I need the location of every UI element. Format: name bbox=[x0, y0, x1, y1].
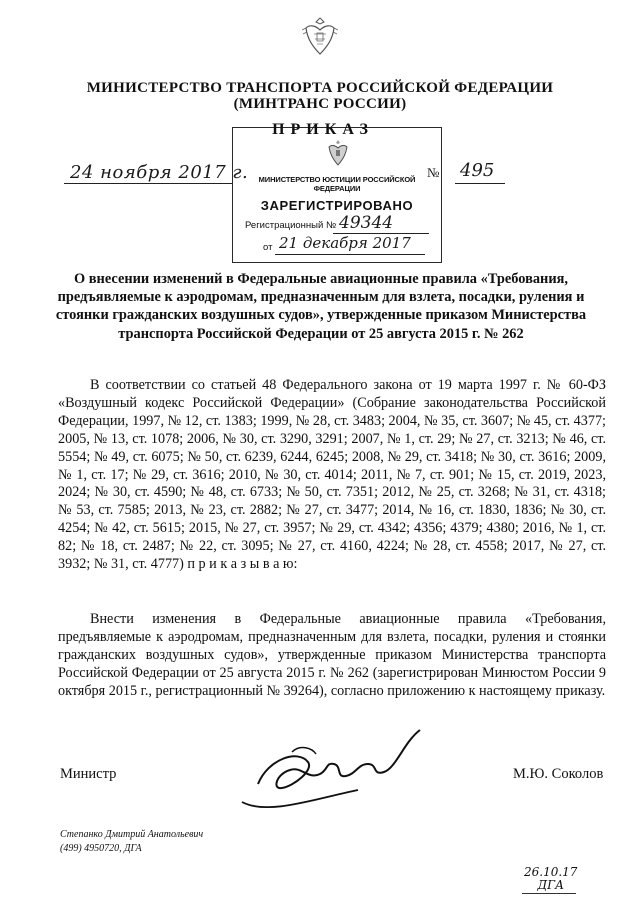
order-number-underline bbox=[455, 183, 505, 184]
stamp-regno-value: 49344 bbox=[339, 213, 394, 233]
stamp-ministry: МИНИСТЕРСТВО ЮСТИЦИИ РОССИЙСКОЙ ФЕДЕРАЦИИ bbox=[258, 175, 416, 193]
executor-contact: (499) 4950720, ДГА bbox=[60, 843, 142, 854]
order-heading: ПРИКАЗ bbox=[272, 121, 374, 138]
order-date: 24 ноября 2017 г. bbox=[70, 162, 249, 183]
signatory-title: Министр bbox=[60, 766, 117, 782]
order-number: 495 bbox=[460, 160, 495, 181]
signatory-name: М.Ю. Соколов bbox=[513, 766, 604, 782]
stamp-regno-label: Регистрационный № bbox=[245, 220, 337, 231]
stamp-emblem-icon bbox=[325, 138, 351, 168]
corner-handwritten-mark bbox=[524, 866, 577, 892]
order-date-underline bbox=[64, 183, 232, 184]
body-paragraph-2: Внести изменения в Федеральные авиационные правила «Требования, предъявляемые к аэродромам, предназначенным для взлета, посадки, руления и стоянки гражданских воздушных судов», утвержденные приказом Министерства транспорта Российской Федерации от 25 августа 2015 г. № 262 (зарегистрирован Минюстом России 9 октября 2015 г., регистрационный № 39264), согласно приложению к настоящему приказу. bbox=[58, 611, 606, 699]
registration-stamp bbox=[232, 127, 442, 263]
executor-name: Степанко Дмитрий Анатольевич bbox=[60, 829, 204, 840]
corner-date: 26.10.17 bbox=[524, 865, 578, 879]
stamp-from-label: от bbox=[263, 242, 273, 253]
corner-underline bbox=[522, 893, 576, 894]
body-paragraph-1: В соответствии со статьей 48 Федерального закона от 19 марта 1997 г. № 60-ФЗ «Воздушный кодекс Российской Федерации» (Собрание законодательства Российской Федерации, 1997, № 12, ст. 1383; 1999, № 28, ст. 3483; 2004, № 35, ст. 3607; № 45, ст. 4377; 2005, № 13, ст. 1078; 2006, № 30, ст. 3290, 3291; 2007, № 1, ст. 29; № 27, ст. 3213; № 46, ст. 5554; № 49, ст. 6075; № 50, ст. 6239, 6244, 6245; 2008, № 29, ст. 3418; № 30, ст. 3616; 2009, № 1, ст. 17; № 29, ст. 3616; 2010, № 30, ст. 4014; 2011, № 7, ст. 901; № 15, ст. 2019, 2023, 2024; № 30, ст. 4590; № 48, ст. 6733; № 50, ст. 7351; 2012, № 25, ст. 3268; № 31, ст. 4318; № 53, ст. 7585; 2013, № 23, ст. 2882; № 27, ст. 3477; 2014, № 16, ст. 1830, 1836; № 30, ст. 4254; № 42, ст. 5615; 2015, № 27, ст. 3957; № 29, ст. 4342; 4356; 4379; 4380; 2016, № 1, ст. 82; № 18, ст. 2487; № 22, ст. 3095; № 27, ст. 4160, 4224; № 28, ст. 4558; 2017, № 27, ст. 3932; № 31, ст. 4777) п р и к а з ы в а ю: bbox=[58, 377, 606, 573]
document-title: О внесении изменений в Федеральные авиационные правила «Требования, предъявляемые к аэродромам, предназначенным для взлета, посадки, руления и стоянки гражданских воздушных судов», утвержденные приказом Министерства транспорта Российской Федерации от 25 августа 2015 г. № 262 bbox=[55, 271, 587, 342]
ministry-name: МИНИСТЕРСТВО ТРАНСПОРТА РОССИЙСКОЙ ФЕДЕРАЦИИ bbox=[86, 80, 554, 96]
handwritten-signature bbox=[228, 724, 428, 824]
ministry-short-name: (МИНТРАНС РОССИИ) bbox=[233, 96, 407, 112]
stamp-from-underline bbox=[275, 254, 425, 255]
coat-of-arms-icon bbox=[300, 14, 340, 60]
stamp-from-value: 21 декабря 2017 bbox=[279, 234, 411, 252]
order-number-sign: № bbox=[427, 165, 440, 180]
stamp-registered-label: ЗАРЕГИСТРИРОВАНО bbox=[260, 198, 414, 213]
corner-initials: ДГА bbox=[537, 878, 565, 892]
